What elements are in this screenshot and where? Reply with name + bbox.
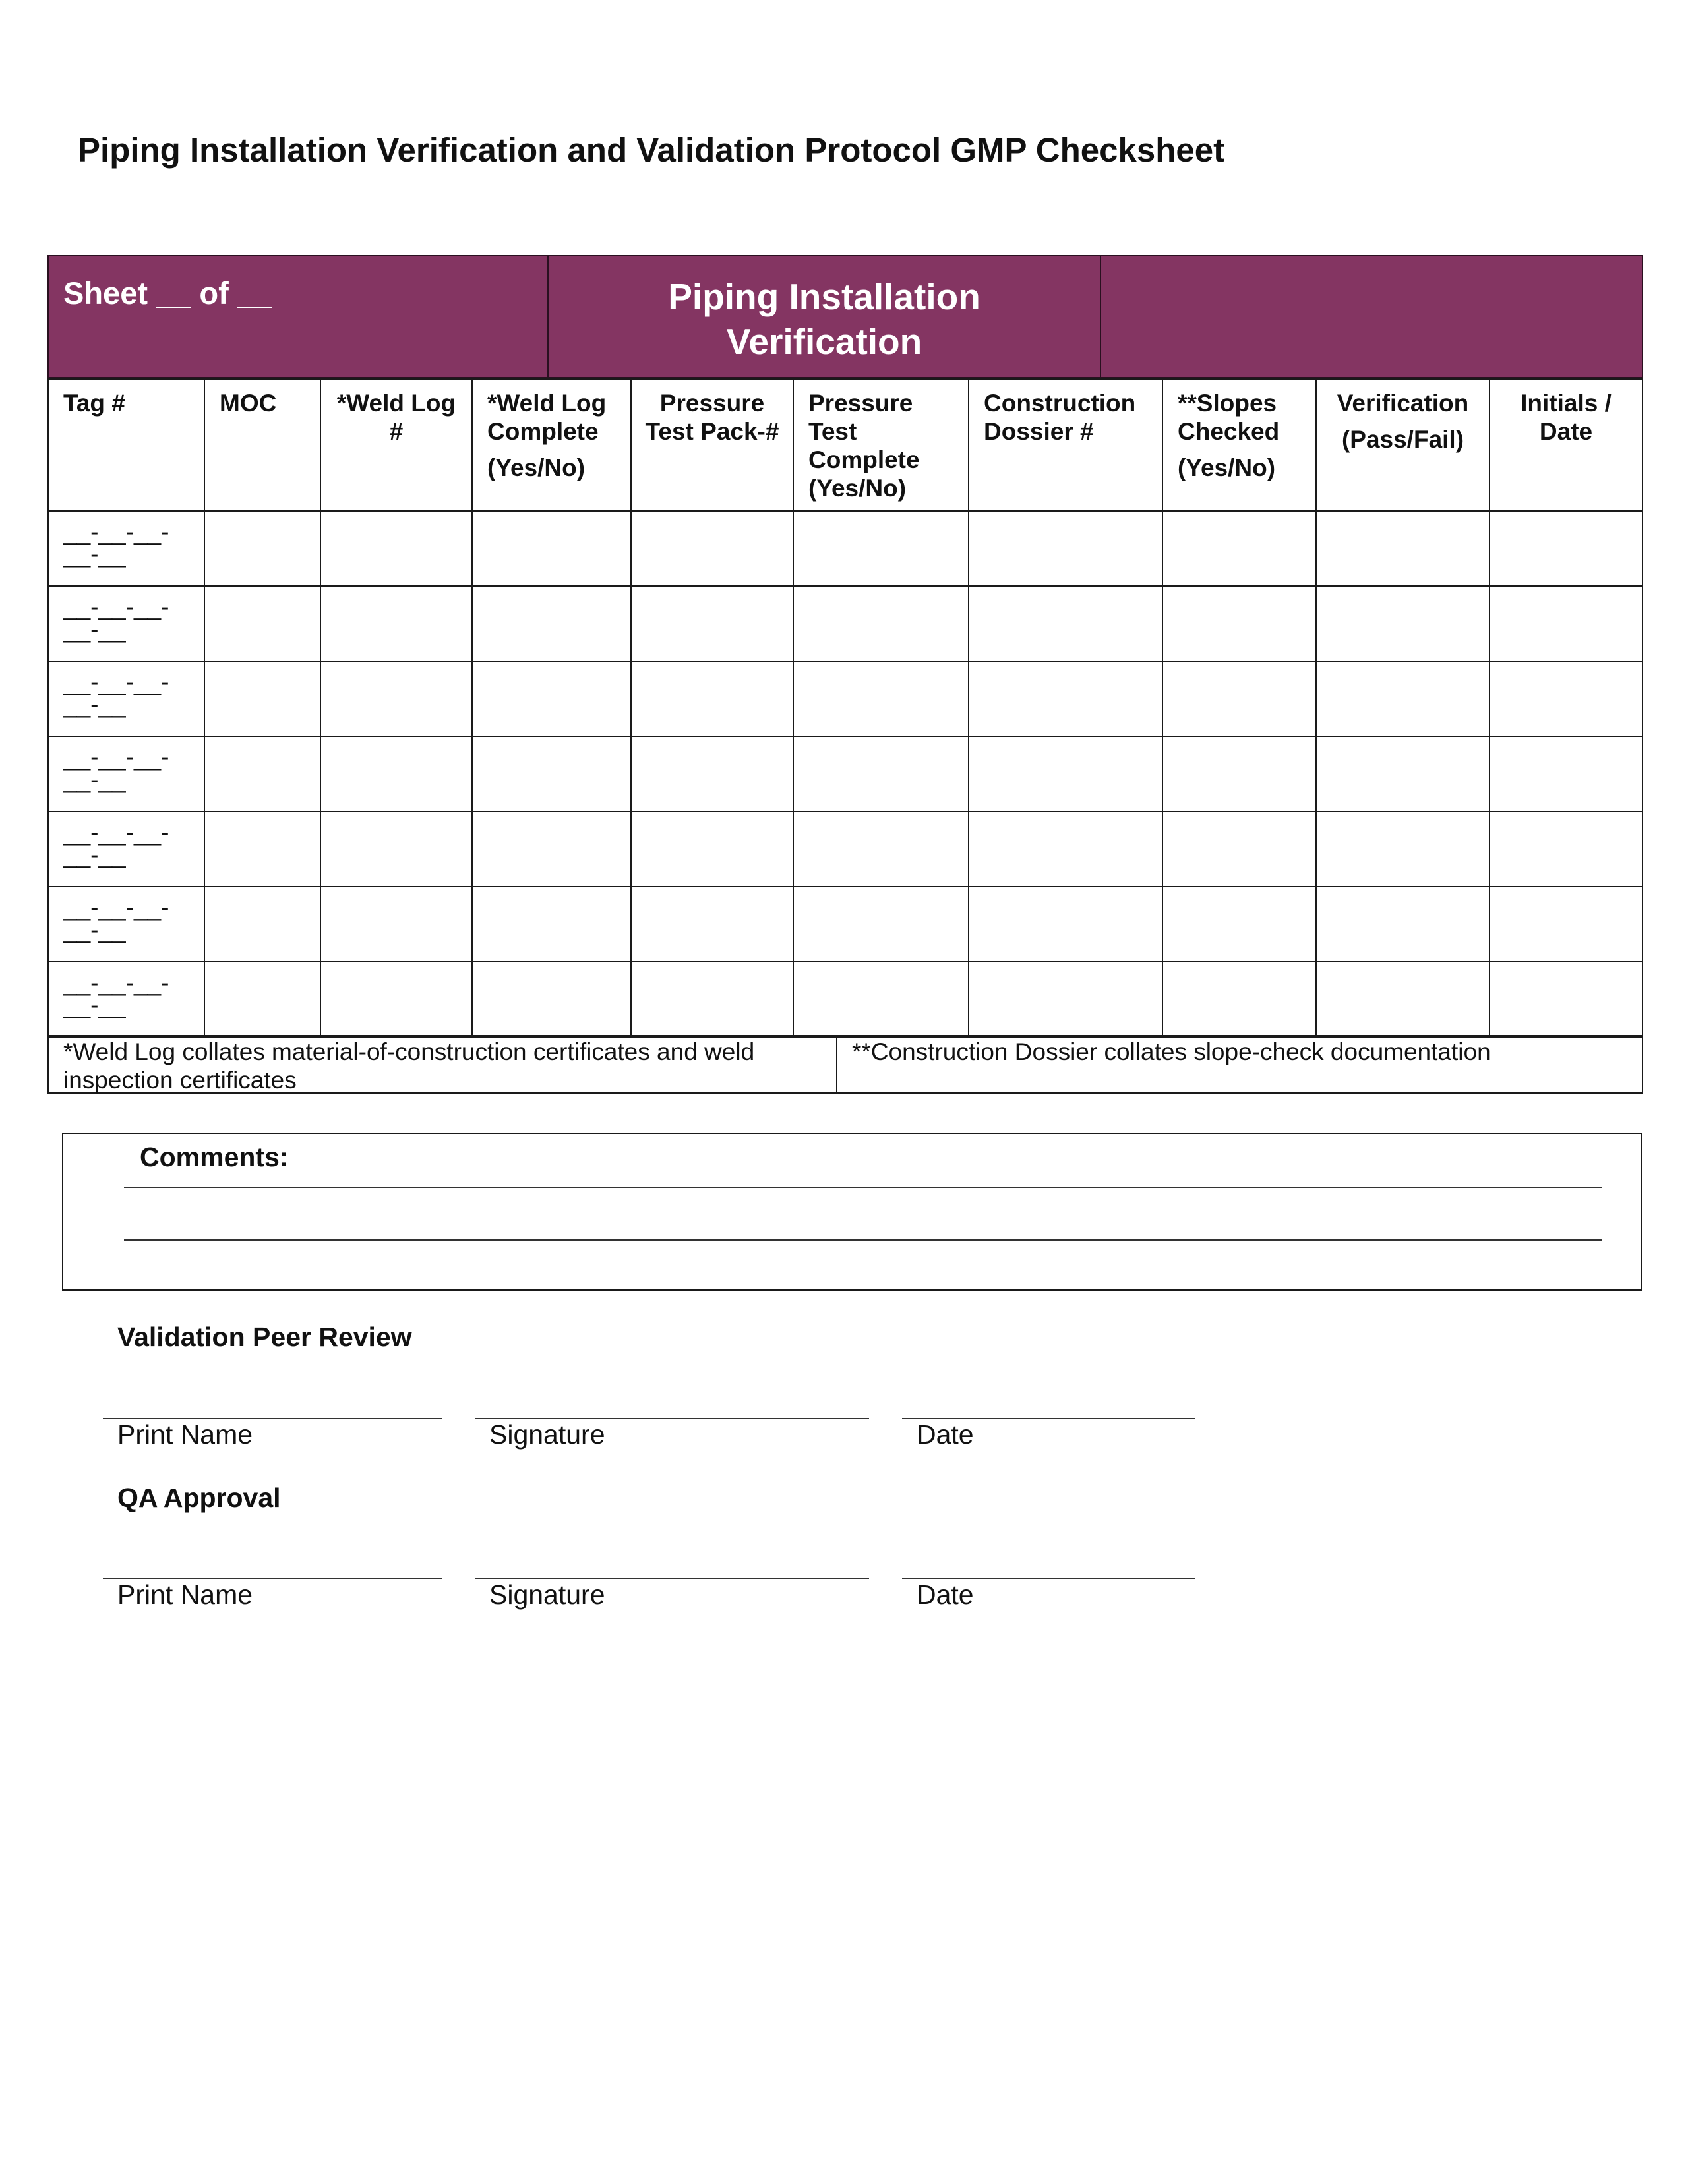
entry-cell[interactable] (472, 586, 631, 661)
entry-cell[interactable] (204, 736, 320, 812)
footnote-weld-log: *Weld Log collates material-of-construction certificates and weld inspection certificates (49, 1036, 837, 1092)
entry-cell[interactable] (969, 962, 1162, 1037)
peer-review-date-label: Date (917, 1419, 974, 1450)
comments-line[interactable] (124, 1187, 1602, 1188)
header-verification: Verification (Pass/Fail) (1316, 379, 1490, 511)
entry-cell[interactable] (969, 586, 1162, 661)
page-title: Piping Installation Verification and Validation Protocol GMP Checksheet (78, 131, 1225, 169)
entry-cell[interactable] (472, 887, 631, 962)
entry-cell[interactable] (204, 887, 320, 962)
entry-cell[interactable] (1316, 736, 1490, 812)
table-row (48, 511, 1643, 586)
tag-cell[interactable]: __-__-__-__-__ (48, 661, 204, 736)
entry-cell[interactable] (320, 812, 472, 887)
entry-cell[interactable] (1316, 887, 1490, 962)
table-header-row (48, 379, 1643, 511)
entry-cell[interactable] (204, 511, 320, 586)
entry-cell[interactable] (631, 586, 793, 661)
header-initials-date: Initials / Date (1490, 379, 1643, 511)
tag-cell[interactable]: __-__-__-__-__ (48, 511, 204, 586)
entry-cell[interactable] (1316, 962, 1490, 1037)
tag-cell[interactable]: __-__-__-__-__ (48, 586, 204, 661)
entry-cell[interactable] (1490, 586, 1643, 661)
entry-cell[interactable] (969, 511, 1162, 586)
entry-cell[interactable] (631, 511, 793, 586)
entry-cell[interactable] (969, 887, 1162, 962)
peer-review-signature-label: Signature (489, 1419, 605, 1450)
entry-cell[interactable] (472, 661, 631, 736)
entry-cell[interactable] (320, 511, 472, 586)
entry-cell[interactable] (204, 812, 320, 887)
entry-cell[interactable] (1162, 586, 1316, 661)
entry-cell[interactable] (472, 962, 631, 1037)
entry-cell[interactable] (631, 887, 793, 962)
tag-cell[interactable]: __-__-__-__-__ (48, 812, 204, 887)
header-pressure-test-complete: Pressure Test Complete (Yes/No) (793, 379, 969, 511)
footnotes (47, 1035, 1643, 1094)
entry-cell[interactable] (793, 812, 969, 887)
entry-cell[interactable] (320, 962, 472, 1037)
entry-cell[interactable] (1162, 962, 1316, 1037)
entry-cell[interactable] (1316, 511, 1490, 586)
entry-cell[interactable] (472, 511, 631, 586)
header-weld-log-complete: *Weld Log Complete (Yes/No) (472, 379, 631, 511)
table-row (48, 736, 1643, 812)
entry-cell[interactable] (204, 586, 320, 661)
entry-cell[interactable] (1316, 661, 1490, 736)
entry-cell[interactable] (1162, 812, 1316, 887)
entry-cell[interactable] (793, 887, 969, 962)
comments-label: Comments: (140, 1142, 289, 1172)
header-weld-log: *Weld Log # (320, 379, 472, 511)
entry-cell[interactable] (793, 962, 969, 1037)
entry-cell[interactable] (1490, 511, 1643, 586)
entry-cell[interactable] (1162, 736, 1316, 812)
entry-cell[interactable] (204, 962, 320, 1037)
entry-cell[interactable] (1490, 962, 1643, 1037)
entry-cell[interactable] (969, 661, 1162, 736)
qa-print-name-label: Print Name (117, 1579, 253, 1610)
entry-cell[interactable] (1490, 812, 1643, 887)
entry-cell[interactable] (1162, 511, 1316, 586)
entry-cell[interactable] (204, 661, 320, 736)
entry-cell[interactable] (969, 736, 1162, 812)
table-row (48, 586, 1643, 661)
entry-cell[interactable] (631, 812, 793, 887)
verification-table (47, 378, 1643, 1038)
header-tag: Tag # (48, 379, 204, 511)
entry-cell[interactable] (1490, 887, 1643, 962)
entry-cell[interactable] (1490, 736, 1643, 812)
entry-cell[interactable] (1316, 812, 1490, 887)
comments-box[interactable] (62, 1133, 1642, 1291)
entry-cell[interactable] (1162, 887, 1316, 962)
header-construction-dossier: Construction Dossier # (969, 379, 1162, 511)
entry-cell[interactable] (793, 511, 969, 586)
entry-cell[interactable] (1162, 661, 1316, 736)
entry-cell[interactable] (1490, 661, 1643, 736)
banner-heading-line2: Verification (726, 321, 922, 362)
banner-blank-cell (1101, 256, 1642, 377)
qa-approval-heading: QA Approval (117, 1483, 281, 1513)
entry-cell[interactable] (969, 812, 1162, 887)
banner-heading-line1: Piping Installation (668, 276, 980, 317)
entry-cell[interactable] (793, 661, 969, 736)
tag-cell[interactable]: __-__-__-__-__ (48, 962, 204, 1037)
sheet-banner (47, 255, 1643, 378)
entry-cell[interactable] (631, 736, 793, 812)
peer-review-heading: Validation Peer Review (117, 1322, 412, 1352)
entry-cell[interactable] (631, 661, 793, 736)
entry-cell[interactable] (1316, 586, 1490, 661)
qa-signature-label: Signature (489, 1579, 605, 1610)
sheet-number[interactable]: Sheet __ of __ (49, 256, 549, 377)
qa-date-label: Date (917, 1579, 974, 1610)
entry-cell[interactable] (320, 736, 472, 812)
tag-cell[interactable]: __-__-__-__-__ (48, 736, 204, 812)
tag-cell[interactable]: __-__-__-__-__ (48, 887, 204, 962)
entry-cell[interactable] (631, 962, 793, 1037)
header-pressure-test-pack: Pressure Test Pack-# (631, 379, 793, 511)
entry-cell[interactable] (320, 586, 472, 661)
entry-cell[interactable] (472, 736, 631, 812)
peer-review-print-name-label: Print Name (117, 1419, 253, 1450)
table-row (48, 661, 1643, 736)
header-moc: MOC (204, 379, 320, 511)
table-row (48, 887, 1643, 962)
entry-cell[interactable] (793, 586, 969, 661)
comments-line[interactable] (124, 1239, 1602, 1241)
entry-cell[interactable] (320, 887, 472, 962)
entry-cell[interactable] (472, 812, 631, 887)
footnote-construction-dossier: **Construction Dossier collates slope-check documentation (852, 1038, 1491, 1065)
header-slopes-checked: **Slopes Checked (Yes/No) (1162, 379, 1316, 511)
entry-cell[interactable] (320, 661, 472, 736)
entry-cell[interactable] (793, 736, 969, 812)
banner-heading (549, 256, 1101, 377)
table-row (48, 962, 1643, 1037)
table-row (48, 812, 1643, 887)
